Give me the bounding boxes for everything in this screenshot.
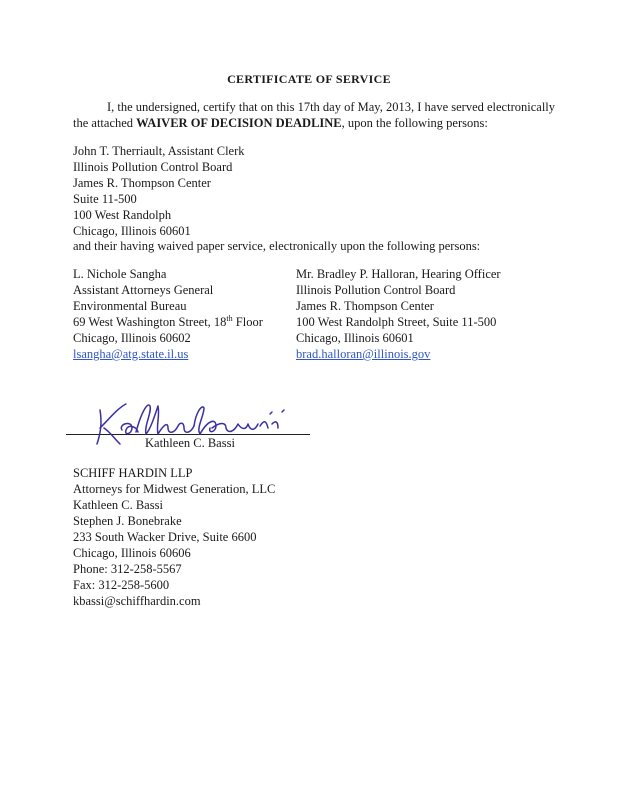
intro-line-2-suffix: , upon the following persons: — [341, 116, 488, 130]
address-line: Illinois Pollution Control Board — [73, 160, 233, 174]
recipient-street: 69 West Washington Street, 18th Floor — [73, 313, 263, 329]
recipient-title: Assistant Attorneys General — [73, 283, 214, 297]
served-document-title: WAIVER OF DECISION DEADLINE — [136, 116, 342, 130]
sender-street: 233 South Wacker Drive, Suite 6600 — [73, 530, 257, 544]
sender-role: Attorneys for Midwest Generation, LLC — [73, 482, 276, 496]
sender-phone: Phone: 312-258-5567 — [73, 562, 182, 576]
signature-block — [66, 400, 316, 452]
intro-line-2-prefix: the attached — [73, 116, 137, 130]
sender-fax: Fax: 312-258-5600 — [73, 578, 170, 592]
signatory-name: Kathleen C. Bassi — [145, 436, 235, 450]
recipient-street: 100 West Randolph Street, Suite 11-500 — [296, 315, 497, 329]
sender-address-block — [73, 465, 275, 609]
recipient-building: James R. Thompson Center — [296, 299, 434, 313]
recipient-bureau: Environmental Bureau — [73, 299, 187, 313]
sender-city: Chicago, Illinois 60606 — [73, 546, 191, 560]
primary-recipient-address — [73, 143, 245, 239]
recipient-name: Mr. Bradley P. Halloran, Hearing Officer — [296, 267, 501, 281]
address-line: Suite 11-500 — [73, 192, 137, 206]
address-line: Chicago, Illinois 60601 — [73, 224, 191, 238]
recipient-name: L. Nichole Sangha — [73, 267, 167, 281]
address-line: 100 West Randolph — [73, 208, 172, 222]
recipient-email-link[interactable]: brad.halloran@illinois.gov — [296, 347, 431, 361]
sender-attorney: Kathleen C. Bassi — [73, 498, 163, 512]
right-recipient-address — [296, 266, 501, 362]
document-title: CERTIFICATE OF SERVICE — [227, 72, 391, 86]
recipient-org: Illinois Pollution Control Board — [296, 283, 456, 297]
sender-email: kbassi@schiffhardin.com — [73, 594, 201, 608]
intro-line-1: I, the undersigned, certify that on this 17th day of May, 2013, I have served electronically — [107, 100, 556, 114]
sender-attorney: Stephen J. Bonebrake — [73, 514, 182, 528]
intro-line-2 — [73, 115, 573, 131]
intro-paragraph — [73, 99, 573, 131]
waived-service-sentence: and their having waived paper service, electronically upon the following persons: — [73, 239, 481, 253]
address-line: John T. Therriault, Assistant Clerk — [73, 144, 245, 158]
recipient-city: Chicago, Illinois 60601 — [296, 331, 414, 345]
recipient-city: Chicago, Illinois 60602 — [73, 331, 191, 345]
recipient-email-link[interactable]: lsangha@atg.state.il.us — [73, 347, 189, 361]
left-recipient-address — [73, 266, 263, 362]
sender-firm: SCHIFF HARDIN LLP — [73, 466, 193, 480]
address-line: James R. Thompson Center — [73, 176, 211, 190]
